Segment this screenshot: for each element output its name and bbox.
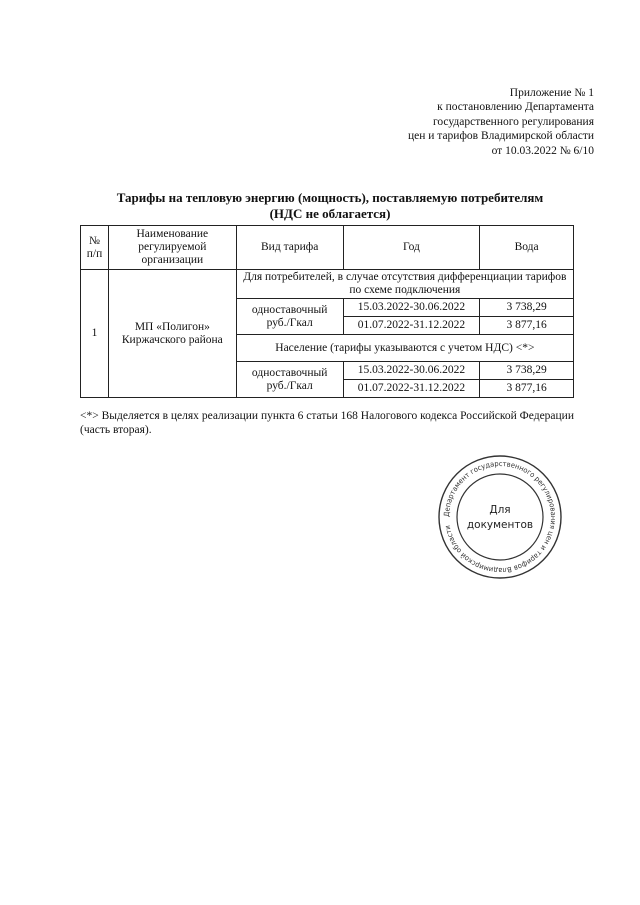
- stamp-center-line-1: Для: [489, 504, 511, 516]
- row-number-cell: 1: [81, 270, 109, 398]
- header-year: Год: [343, 226, 480, 270]
- tariff-type-label: одноставочный: [251, 366, 328, 379]
- header-organization: Наименование регулируемой организации: [108, 226, 236, 270]
- title-line-1: Тарифы на тепловую энергию (мощность), поставляемую потребителям: [116, 190, 544, 205]
- table-row: [81, 270, 574, 299]
- stamp-ring-text: Департамент государственного регулирования цен и тарифов Владимирской области: [441, 458, 559, 576]
- section-heading-consumers: Для потребителей, в случае отсутствия дифференциации тарифов по схеме подключения: [236, 270, 573, 299]
- stamp-ring-text-holder: [442, 459, 558, 575]
- appendix-line-2: к постановлению Департамента: [437, 101, 594, 114]
- appendix-line-5: от 10.03.2022 № 6/10: [491, 144, 594, 157]
- tariff-type-label: одноставочный: [251, 303, 328, 316]
- period-cell: 15.03.2022-30.06.2022: [343, 362, 480, 380]
- period-cell: 01.07.2022-31.12.2022: [343, 380, 480, 398]
- section-heading-population: Население (тарифы указываются с учетом НДС) <*>: [236, 335, 573, 362]
- stamp-inner-ring: [457, 474, 543, 560]
- value-cell: 3 738,29: [480, 362, 574, 380]
- stamp-center-line-2: документов: [466, 519, 534, 531]
- title-line-2: (НДС не облагается): [269, 205, 391, 221]
- header-tariff-type: Вид тарифа: [236, 226, 343, 270]
- period-cell: 01.07.2022-31.12.2022: [343, 317, 480, 335]
- tariff-type-cell: [236, 299, 343, 335]
- value-cell: 3 877,16: [480, 380, 574, 398]
- value-cell: 3 738,29: [480, 299, 574, 317]
- department-stamp: [436, 453, 564, 581]
- table-header-row: [81, 226, 574, 270]
- document-title: [80, 190, 580, 221]
- tariff-table: [80, 225, 574, 398]
- value-cell: 3 877,16: [480, 317, 574, 335]
- tariff-unit-label: руб./Гкал: [266, 379, 313, 392]
- header-number: № п/п: [81, 226, 109, 270]
- tariff-type-cell: [236, 362, 343, 398]
- header-water: Вода: [480, 226, 574, 270]
- appendix-line-4: цен и тарифов Владимирской области: [407, 130, 594, 143]
- period-cell: 15.03.2022-30.06.2022: [343, 299, 480, 317]
- appendix-header: [408, 86, 594, 158]
- organization-cell: МП «Полигон» Киржачского района: [108, 270, 236, 398]
- appendix-line-1: Приложение № 1: [509, 87, 594, 99]
- appendix-line-3: государственного регулирования: [432, 115, 594, 128]
- tariff-unit-label: руб./Гкал: [266, 316, 313, 329]
- footnote: <*> Выделяется в целях реализации пункта 6 статьи 168 Налогового кодекса Российской Федерации (часть вторая).: [80, 410, 574, 436]
